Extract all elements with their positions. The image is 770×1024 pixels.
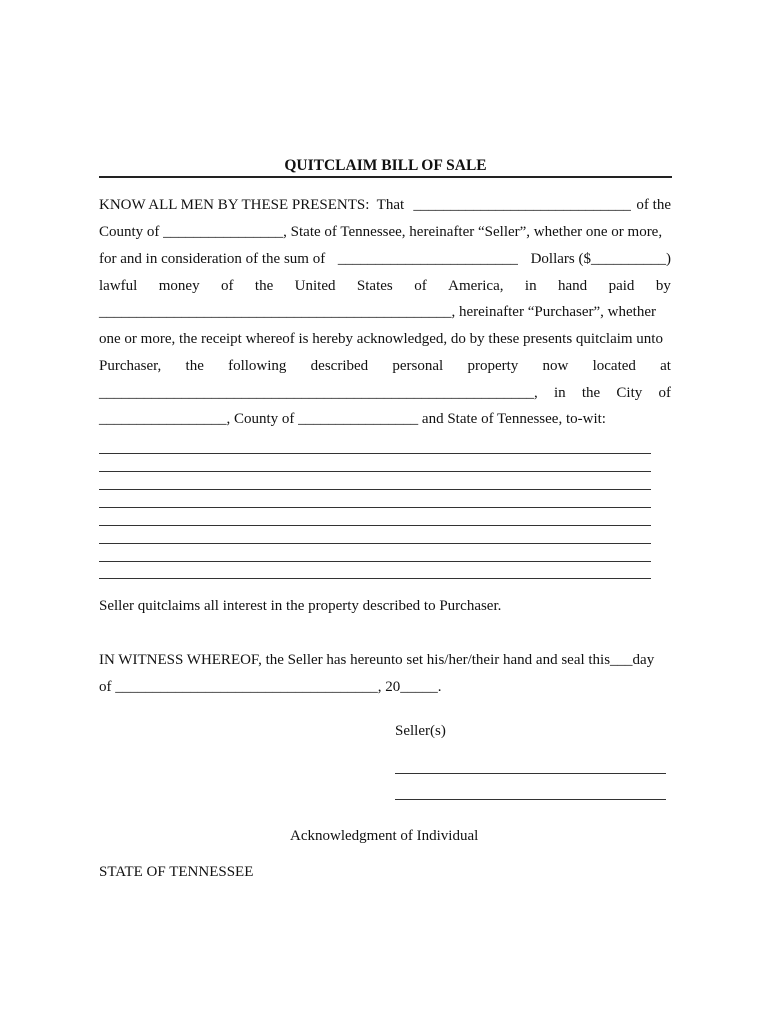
witness-line-2: of ___________________________________, 20_____.	[99, 679, 442, 695]
line7-word: personal	[392, 358, 444, 374]
line4-word: paid	[608, 278, 635, 294]
description-line-7[interactable]	[99, 561, 651, 562]
line4-word: money	[158, 278, 200, 294]
description-line-3[interactable]	[99, 489, 651, 490]
title-underline	[99, 176, 672, 178]
line8-word: the	[581, 385, 601, 401]
description-line-6[interactable]	[99, 543, 651, 544]
line4-word: United	[294, 278, 336, 294]
para-line-6: one or more, the receipt whereof is hereby acknowledged, do by these presents quitclaim unto	[99, 331, 663, 347]
line8-word: of	[658, 385, 671, 401]
line7-word: Purchaser,	[99, 358, 162, 374]
seller-label: Seller(s)	[395, 723, 446, 739]
para-line-1	[99, 197, 671, 214]
line7-word: property	[467, 358, 519, 374]
dollars-text: Dollars ($__________)	[526, 251, 671, 267]
state-heading: STATE OF TENNESSEE	[99, 864, 254, 880]
line7-word: following	[228, 358, 287, 374]
para-line-2: County of ________________, State of Tennessee, hereinafter “Seller”, whether one or more,	[99, 224, 663, 240]
seller-signature-line-1[interactable]	[395, 773, 666, 774]
line7-word: now	[542, 358, 569, 374]
line7-word: located	[592, 358, 636, 374]
description-line-4[interactable]	[99, 507, 651, 508]
know-all-men-text: KNOW ALL MEN BY THESE PRESENTS: That	[99, 197, 408, 213]
document-title: QUITCLAIM BILL OF SALE	[284, 157, 487, 174]
para-line-8	[99, 385, 671, 402]
line7-word: described	[310, 358, 369, 374]
description-line-8[interactable]	[99, 578, 651, 579]
para-line-7	[99, 358, 671, 375]
line7-word: at	[660, 358, 671, 374]
location-blank[interactable]: __________________________________________________________,	[99, 385, 538, 401]
sum-blank[interactable]: ________________________	[337, 251, 518, 267]
line4-word: lawful	[99, 278, 138, 294]
para-line-5: _______________________________________________, hereinafter “Purchaser”, whether	[99, 304, 656, 320]
line4-word: of	[221, 278, 234, 294]
line4-word: America,	[448, 278, 504, 294]
description-line-2[interactable]	[99, 471, 651, 472]
para-line-4	[99, 278, 671, 295]
description-line-1[interactable]	[99, 453, 651, 454]
line4-word: the	[254, 278, 274, 294]
line4-word: of	[414, 278, 427, 294]
description-line-5[interactable]	[99, 525, 651, 526]
line4-word: in	[524, 278, 537, 294]
line4-word: by	[655, 278, 671, 294]
quitclaim-statement: Seller quitclaims all interest in the property described to Purchaser.	[99, 598, 502, 614]
consideration-text: for and in consideration of the sum of	[99, 251, 329, 267]
seller-signature-line-2[interactable]	[395, 799, 666, 800]
line4-word: hand	[558, 278, 588, 294]
line7-word: the	[185, 358, 204, 374]
para-line-9: _________________, County of ________________ and State of Tennessee, to-wit:	[99, 411, 606, 427]
of-the-text: of the	[636, 197, 671, 213]
line8-word: in	[553, 385, 566, 401]
seller-name-blank[interactable]: _____________________________	[413, 197, 631, 213]
acknowledgment-heading: Acknowledgment of Individual	[290, 828, 479, 844]
line4-word: States	[356, 278, 393, 294]
witness-line-1: IN WITNESS WHEREOF, the Seller has hereunto set his/her/their hand and seal this___day	[99, 652, 655, 668]
para-line-3	[99, 251, 671, 268]
line8-word: City	[616, 385, 643, 401]
